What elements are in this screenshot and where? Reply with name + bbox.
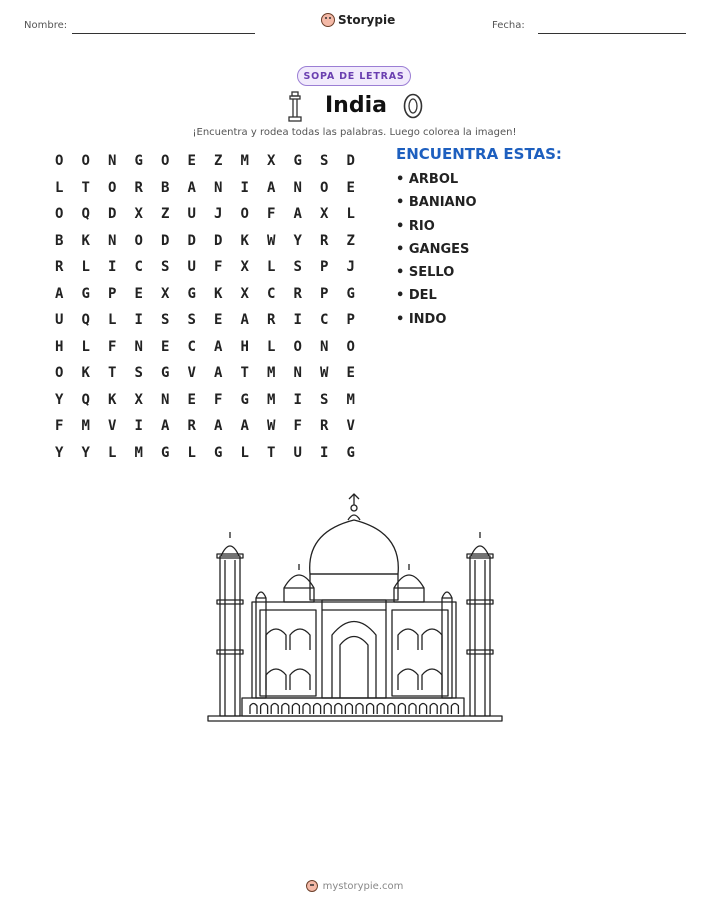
grid-cell[interactable]: C — [134, 259, 143, 276]
grid-cell[interactable]: D — [161, 232, 170, 249]
zero-icon — [403, 93, 423, 119]
mascot-icon — [306, 880, 318, 892]
base-arch — [441, 704, 448, 715]
base-arch — [282, 704, 289, 715]
word-item: • RIO — [396, 219, 477, 242]
grid-cell[interactable]: I — [134, 312, 143, 329]
name-field[interactable] — [72, 33, 255, 34]
grid-cell[interactable]: A — [214, 338, 223, 355]
grid-cell[interactable]: N — [320, 338, 329, 355]
grid-cell[interactable]: M — [240, 153, 249, 170]
grid-cell[interactable]: X — [134, 206, 143, 223]
grid-cell[interactable]: G — [187, 285, 196, 302]
grid-cell[interactable]: A — [214, 418, 223, 435]
base-arch — [261, 704, 268, 715]
grid-cell[interactable]: X — [267, 153, 276, 170]
grid-cell[interactable]: Z — [161, 206, 170, 223]
grid-cell[interactable]: U — [187, 259, 196, 276]
grid-cell[interactable]: G — [81, 285, 90, 302]
base-arch — [420, 704, 427, 715]
grid-cell[interactable]: S — [320, 153, 329, 170]
puzzle-type-badge: SOPA DE LETRAS — [297, 66, 411, 86]
grid-cell[interactable]: E — [214, 312, 223, 329]
grid-cell[interactable]: A — [267, 179, 276, 196]
grid-cell[interactable]: Y — [55, 444, 64, 461]
grid-cell[interactable]: N — [293, 179, 302, 196]
grid-cell[interactable]: F — [108, 338, 117, 355]
grid-cell[interactable]: O — [240, 206, 249, 223]
grid-cell[interactable]: U — [293, 444, 302, 461]
grid-cell[interactable]: L — [108, 444, 117, 461]
grid-cell[interactable]: I — [320, 444, 329, 461]
grid-cell[interactable]: O — [134, 232, 143, 249]
grid-cell[interactable]: G — [214, 444, 223, 461]
grid-cell[interactable]: L — [267, 259, 276, 276]
base-arch — [356, 704, 363, 715]
grid-cell[interactable]: G — [161, 365, 170, 382]
word-item: • BANIANO — [396, 195, 477, 218]
grid-cell[interactable]: M — [81, 418, 90, 435]
base-arch — [324, 704, 331, 715]
mascot-icon — [321, 13, 335, 27]
grid-cell[interactable]: X — [161, 285, 170, 302]
grid-cell[interactable]: M — [267, 391, 276, 408]
base-arch — [388, 704, 395, 715]
grid-cell[interactable]: O — [55, 153, 64, 170]
grid-cell[interactable]: K — [81, 232, 90, 249]
taj-mahal-illustration — [200, 490, 505, 730]
word-item: • INDO — [396, 312, 477, 335]
base-arch — [335, 704, 342, 715]
grid-cell[interactable]: R — [293, 285, 302, 302]
base-arch — [292, 704, 299, 715]
grid-cell[interactable]: A — [293, 206, 302, 223]
word-item: • SELLO — [396, 265, 477, 288]
grid-cell[interactable]: F — [214, 259, 223, 276]
grid-cell[interactable]: Z — [214, 153, 223, 170]
grid-cell[interactable]: I — [134, 418, 143, 435]
grid-cell[interactable]: G — [134, 153, 143, 170]
word-list-title: ENCUENTRA ESTAS: — [396, 145, 562, 163]
grid-cell[interactable]: E — [161, 338, 170, 355]
grid-cell[interactable]: O — [55, 206, 64, 223]
grid-cell[interactable]: V — [187, 365, 196, 382]
grid-cell[interactable]: N — [293, 365, 302, 382]
date-field[interactable] — [538, 33, 686, 34]
grid-cell[interactable]: E — [346, 179, 355, 196]
grid-cell[interactable]: O — [55, 365, 64, 382]
grid-cell[interactable]: X — [320, 206, 329, 223]
grid-cell[interactable]: D — [214, 232, 223, 249]
base-arch — [271, 704, 278, 715]
grid-cell[interactable]: Y — [293, 232, 302, 249]
grid-cell[interactable]: K — [214, 285, 223, 302]
grid-cell[interactable]: H — [240, 338, 249, 355]
grid-cell[interactable]: W — [267, 232, 276, 249]
base-arch — [451, 704, 458, 715]
brand-name: Storypie — [338, 13, 396, 27]
grid-cell[interactable]: R — [55, 259, 64, 276]
grid-cell[interactable]: Q — [81, 312, 90, 329]
grid-cell[interactable]: J — [214, 206, 223, 223]
grid-cell[interactable]: F — [214, 391, 223, 408]
grid-cell[interactable]: M — [267, 365, 276, 382]
grid-cell[interactable]: A — [240, 418, 249, 435]
grid-cell[interactable]: G — [240, 391, 249, 408]
grid-cell[interactable]: K — [240, 232, 249, 249]
grid-cell[interactable]: N — [134, 338, 143, 355]
footer-url: mystorypie.com — [322, 880, 404, 892]
grid-cell[interactable]: A — [55, 285, 64, 302]
word-item: • DEL — [396, 288, 477, 311]
grid-cell[interactable]: Q — [81, 391, 90, 408]
grid-cell[interactable]: X — [134, 391, 143, 408]
grid-cell[interactable]: I — [240, 179, 249, 196]
word-list — [396, 172, 477, 335]
name-label: Nombre: — [24, 20, 68, 31]
grid-cell[interactable]: O — [346, 338, 355, 355]
grid-cell[interactable]: W — [320, 365, 329, 382]
grid-cell[interactable]: N — [214, 179, 223, 196]
grid-cell[interactable]: B — [161, 179, 170, 196]
grid-cell[interactable]: F — [293, 418, 302, 435]
grid-cell[interactable]: T — [240, 365, 249, 382]
grid-cell[interactable]: X — [240, 285, 249, 302]
grid-cell[interactable]: U — [187, 206, 196, 223]
page-title: India — [325, 93, 387, 118]
grid-cell[interactable]: Y — [81, 444, 90, 461]
base-arch — [377, 704, 384, 715]
grid-cell[interactable]: D — [346, 153, 355, 170]
grid-cell[interactable]: R — [320, 418, 329, 435]
grid-cell[interactable]: S — [293, 259, 302, 276]
grid-cell[interactable]: Y — [55, 391, 64, 408]
grid-cell[interactable]: I — [108, 259, 117, 276]
grid-cell[interactable]: G — [346, 285, 355, 302]
grid-cell[interactable]: M — [346, 391, 355, 408]
grid-cell[interactable]: C — [267, 285, 276, 302]
grid-cell[interactable]: J — [346, 259, 355, 276]
grid-cell[interactable]: X — [240, 259, 249, 276]
grid-cell[interactable]: P — [320, 259, 329, 276]
grid-cell[interactable]: O — [81, 153, 90, 170]
base-arch — [303, 704, 310, 715]
grid-cell[interactable]: A — [187, 179, 196, 196]
grid-cell[interactable]: S — [161, 259, 170, 276]
grid-cell[interactable]: G — [161, 444, 170, 461]
title-row — [285, 91, 425, 125]
grid-cell[interactable]: T — [81, 179, 90, 196]
grid-cell[interactable]: R — [267, 312, 276, 329]
date-label: Fecha: — [492, 20, 525, 31]
grid-cell[interactable]: O — [108, 179, 117, 196]
grid-cell[interactable]: L — [81, 338, 90, 355]
brand-logo — [321, 13, 395, 27]
grid-cell[interactable]: L — [81, 259, 90, 276]
grid-cell[interactable]: E — [134, 285, 143, 302]
base-arch — [409, 704, 416, 715]
grid-cell[interactable]: K — [108, 391, 117, 408]
grid-cell[interactable]: S — [320, 391, 329, 408]
grid-cell[interactable]: N — [108, 232, 117, 249]
grid-cell[interactable]: L — [346, 206, 355, 223]
grid-cell[interactable]: O — [320, 179, 329, 196]
grid-cell[interactable]: W — [267, 418, 276, 435]
word-item: • ARBOL — [396, 172, 477, 195]
grid-cell[interactable]: Z — [346, 232, 355, 249]
grid-cell[interactable]: N — [108, 153, 117, 170]
grid-cell[interactable]: D — [108, 206, 117, 223]
grid-cell[interactable]: P — [320, 285, 329, 302]
base-arch — [430, 704, 437, 715]
base-arch — [367, 704, 374, 715]
grid-cell[interactable]: S — [187, 312, 196, 329]
grid-cell[interactable]: A — [161, 418, 170, 435]
grid-cell[interactable]: O — [161, 153, 170, 170]
grid-cell[interactable]: L — [240, 444, 249, 461]
grid-cell[interactable]: M — [134, 444, 143, 461]
grid-cell[interactable]: G — [346, 444, 355, 461]
grid-cell[interactable]: N — [161, 391, 170, 408]
grid-cell[interactable]: F — [55, 418, 64, 435]
grid-cell[interactable]: C — [187, 338, 196, 355]
grid-cell[interactable]: K — [81, 365, 90, 382]
grid-cell[interactable]: H — [55, 338, 64, 355]
grid-cell[interactable]: A — [240, 312, 249, 329]
grid-cell[interactable]: F — [267, 206, 276, 223]
grid-cell[interactable]: B — [55, 232, 64, 249]
grid-cell[interactable]: P — [108, 285, 117, 302]
base-arch — [398, 704, 405, 715]
grid-cell[interactable]: G — [293, 153, 302, 170]
grid-cell[interactable]: R — [134, 179, 143, 196]
grid-cell[interactable]: I — [293, 312, 302, 329]
grid-cell[interactable]: R — [320, 232, 329, 249]
instructions: ¡Encuentra y rodea todas las palabras. Luego colorea la imagen! — [192, 127, 517, 138]
grid-cell[interactable]: E — [187, 153, 196, 170]
grid-cell[interactable]: I — [293, 391, 302, 408]
grid-cell[interactable]: S — [134, 365, 143, 382]
grid-cell[interactable]: S — [161, 312, 170, 329]
footer — [0, 880, 709, 892]
grid-cell[interactable]: L — [187, 444, 196, 461]
pillar-icon — [288, 91, 302, 123]
grid-cell[interactable]: L — [267, 338, 276, 355]
base-arch — [314, 704, 321, 715]
grid-cell[interactable]: D — [187, 232, 196, 249]
grid-cell[interactable]: P — [346, 312, 355, 329]
grid-cell[interactable]: R — [187, 418, 196, 435]
word-item: • GANGES — [396, 242, 477, 265]
grid-cell[interactable]: Q — [81, 206, 90, 223]
grid-cell[interactable]: T — [108, 365, 117, 382]
grid-cell[interactable]: E — [346, 365, 355, 382]
base-arch — [345, 704, 352, 715]
grid-cell[interactable]: T — [267, 444, 276, 461]
base-arch — [250, 704, 257, 715]
grid-cell[interactable]: V — [346, 418, 355, 435]
grid-cell[interactable]: L — [55, 179, 64, 196]
letter-grid — [46, 148, 364, 466]
grid-cell[interactable]: O — [293, 338, 302, 355]
grid-cell[interactable]: C — [320, 312, 329, 329]
grid-cell[interactable]: L — [108, 312, 117, 329]
grid-cell[interactable]: E — [187, 391, 196, 408]
grid-cell[interactable]: A — [214, 365, 223, 382]
grid-cell[interactable]: U — [55, 312, 64, 329]
grid-cell[interactable]: V — [108, 418, 117, 435]
